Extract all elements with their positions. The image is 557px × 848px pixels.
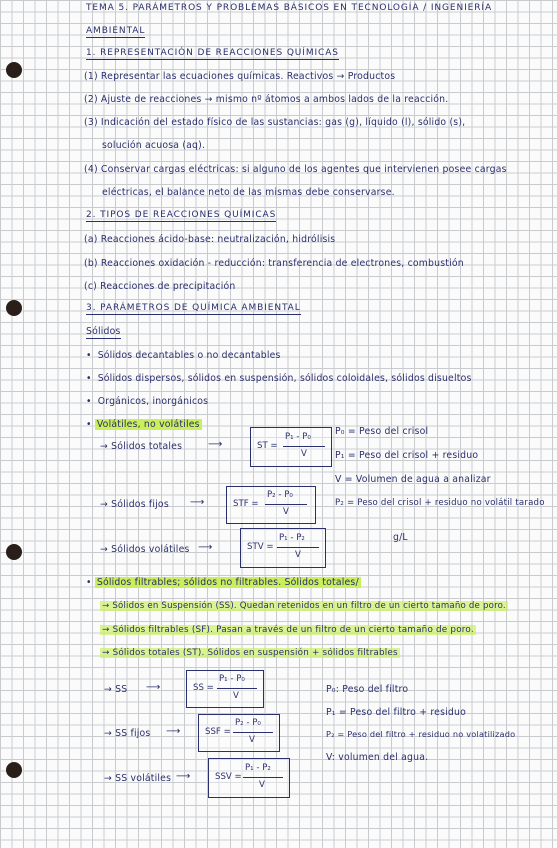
bullet-filtrables: • Sólidos filtrables; sólidos no filtrables. Sólidos totales/ — [86, 577, 359, 588]
s2-item-b: (b) Reacciones oxidación - reducción: transferencia de electrones, combustión — [84, 258, 464, 269]
formula-st-box — [250, 427, 332, 467]
formula-ss-den: V — [233, 691, 239, 701]
formula-stf-den: V — [283, 507, 289, 517]
legend1-p2: P₂ = Peso del crisol + residuo no volátil tarado — [335, 498, 545, 508]
legend1-v: V = Volumen de agua a analizar — [335, 474, 491, 485]
binder-hole-2 — [6, 300, 22, 316]
legend2-v: V: volumen del agua. — [326, 752, 429, 763]
s1-item-3b: solución acuosa (aq). — [102, 140, 206, 151]
formula-ssf-num: P₂ - P₀ — [235, 718, 261, 728]
bullet-dispersos: • Sólidos dispersos, sólidos en suspensión, sólidos coloidales, sólidos disueltos — [86, 373, 472, 384]
legend1-p0: P₀ = Peso del crisol — [335, 426, 429, 437]
arrow-right-icon: ⟶ — [146, 682, 161, 693]
formula-stv-box — [240, 528, 326, 568]
s1-item-3: (3) Indicación del estado físico de las sustancias: gas (g), líquido (l), sólido (s), — [84, 117, 466, 128]
legend2-p1: P₁ = Peso del filtro + residuo — [326, 707, 467, 718]
formula-ss-box — [186, 670, 264, 708]
st-definition — [100, 648, 400, 658]
formula-st-bar — [283, 446, 325, 447]
s2-item-c: (c) Reacciones de precipitación — [84, 281, 236, 292]
binder-hole-1 — [6, 62, 22, 78]
s1-item-2: (2) Ajuste de reacciones → mismo nº átomos a ambos lados de la reacción. — [84, 94, 449, 105]
sf-definition — [100, 625, 476, 635]
s1-item-1: (1) Representar las ecuaciones químicas. Reactivos → Productos — [84, 71, 396, 82]
s1-item-4b: eléctricas, el balance neto de las mismas debe conservarse. — [102, 187, 395, 198]
binder-hole-4 — [6, 762, 22, 778]
formula-ss-bar — [217, 688, 257, 689]
formula-ssv-den: V — [259, 780, 265, 790]
ss-label: → SS — [104, 684, 128, 695]
formula-st-lhs: ST = — [257, 441, 278, 451]
ss-def-text: → Sólidos en Suspensión (SS). Quedan retenidos en un filtro de un cierto tamaño de poro. — [102, 601, 506, 611]
solidos-volatiles-label: → Sólidos volátiles — [100, 544, 190, 555]
st-def-text: → Sólidos totales (ST). Sólidos en suspensión + sólidos filtrables — [102, 648, 398, 658]
formula-ssv-bar — [243, 777, 283, 778]
formula-ssf-bar — [233, 732, 273, 733]
solidos-totales-label: → Sólidos totales — [100, 441, 183, 452]
volatiles-highlight: Volátiles, no volátiles — [96, 419, 200, 430]
formula-ssv-num: P₁ - P₂ — [245, 763, 271, 773]
formula-ssf-den: V — [249, 735, 255, 745]
binder-hole-3 — [6, 544, 22, 560]
page-title: TEMA 5. PARÁMETROS Y PROBLEMAS BÁSICOS EN TECNOLOGÍA / INGENIERÍA — [86, 3, 493, 13]
arrow-right-icon: ⟶ — [198, 542, 213, 553]
formula-ssv-box — [208, 758, 290, 798]
formula-st-den: V — [301, 449, 307, 459]
units-label: g/L — [393, 532, 408, 543]
bullet-volatiles: • Volátiles, no volátiles — [86, 419, 200, 430]
bullet-decantables: • Sólidos decantables o no decantables — [86, 350, 281, 361]
arrow-right-icon: ⟶ — [166, 726, 181, 737]
formula-stf-bar — [265, 504, 307, 505]
section-1-heading: 1. REPRESENTACIÓN DE REACCIONES QUÍMICAS — [86, 48, 339, 58]
filtrables-highlight: Sólidos filtrables; sólidos no filtrables. Sólidos totales/ — [96, 577, 359, 588]
formula-ssf-box — [198, 714, 280, 752]
ss-definition — [100, 601, 508, 611]
formula-ss-lhs: SS = — [193, 683, 214, 693]
legend2-p0: P₀: Peso del filtro — [326, 684, 409, 695]
sf-def-text: → Sólidos filtrables (SF). Pasan a través de un filtro de un cierto tamaño de poro. — [102, 625, 474, 635]
ss-volatiles-label: → SS volátiles — [104, 773, 172, 784]
solidos-subheading: Sólidos — [86, 326, 121, 337]
legend1-p1: P₁ = Peso del crisol + residuo — [335, 450, 479, 461]
s1-item-4: (4) Conservar cargas eléctricas: si alguno de los agentes que intervienen posee cargas — [84, 164, 507, 175]
arrow-right-icon: ⟶ — [208, 439, 223, 450]
page-title-cont: AMBIENTAL — [86, 26, 146, 36]
solidos-fijos-label: → Sólidos fijos — [100, 499, 169, 510]
formula-stv-lhs: STV = — [247, 542, 274, 552]
legend2-p2: P₂ = Peso del filtro + residuo no volatilizado — [326, 729, 516, 739]
formula-ssv-lhs: SSV = — [215, 772, 242, 782]
formula-stv-den: V — [295, 550, 301, 560]
formula-st-num: P₁ - P₀ — [285, 432, 311, 442]
arrow-right-icon: ⟶ — [176, 771, 191, 782]
formula-stf-box — [226, 486, 316, 524]
formula-ss-num: P₁ - P₀ — [219, 674, 245, 684]
formula-stv-num: P₁ - P₂ — [279, 533, 305, 543]
arrow-right-icon: ⟶ — [190, 497, 205, 508]
bullet-organicos: • Orgánicos, inorgánicos — [86, 396, 208, 407]
s2-item-a: (a) Reacciones ácido-base: neutralización, hidrólisis — [84, 234, 336, 245]
ss-fijos-label: → SS fijos — [104, 728, 151, 739]
formula-stf-lhs: STF = — [233, 499, 259, 509]
formula-ssf-lhs: SSF = — [205, 727, 231, 737]
formula-stf-num: P₂ - P₀ — [267, 490, 293, 500]
section-3-heading: 3. PARÁMETROS DE QUÍMICA AMBIENTAL — [86, 303, 301, 313]
section-2-heading: 2. TIPOS DE REACCIONES QUÍMICAS — [86, 210, 277, 220]
formula-stv-bar — [277, 547, 319, 548]
